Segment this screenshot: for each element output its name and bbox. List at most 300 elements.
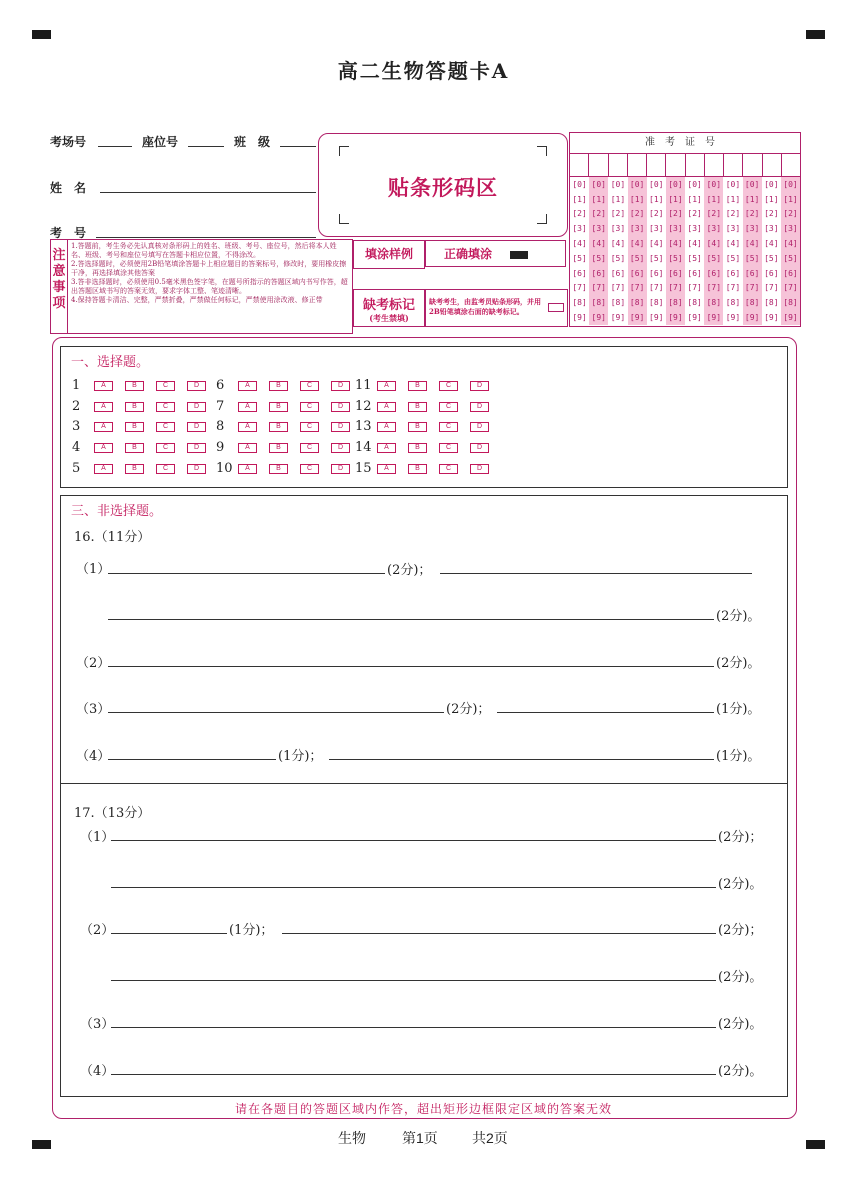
id-digit-bubble[interactable]: [7] [572,283,587,293]
notice-line: 2.答选择题时，必须使用2B铅笔填涂答题卡上相应题目的答案标号，修改时，要用橡皮擦干净，再选择填涂其他答案 [71,260,347,277]
id-write-cell[interactable] [609,154,628,176]
option-bubble[interactable]: A [377,464,396,474]
id-digit-bubble[interactable]: [0] [725,179,741,189]
question-number: 6 [216,378,225,393]
id-digit-bubble[interactable]: [5] [591,253,606,263]
id-digit-column [666,177,685,325]
id-digit-column [704,177,723,325]
id-digit-bubble[interactable]: [9] [783,313,798,323]
id-digit-bubble[interactable]: [4] [725,239,741,249]
id-digit-bubble[interactable]: [4] [706,239,722,249]
id-digit-bubble[interactable]: [3] [629,224,645,234]
q17-part1-answer-a[interactable] [111,840,716,841]
id-digit-bubble[interactable]: [7] [649,283,664,293]
q17-part3-score: (2分)。 [718,1017,763,1032]
section-nonchoice [60,495,788,1097]
option-bubble[interactable]: A [238,422,257,432]
option-bubble[interactable]: D [470,443,489,453]
id-write-cell[interactable] [763,154,782,176]
id-digit-bubble[interactable]: [0] [572,179,587,189]
admission-number-grid [569,132,801,327]
fill-sample-box [425,240,566,267]
id-digit-bubble[interactable]: [1] [649,194,664,204]
id-digit-bubble[interactable]: [4] [764,239,779,249]
q16-part1-score-a: (2分)； [387,563,432,578]
option-bubble[interactable]: A [94,422,113,432]
absent-label-box [353,289,425,327]
class-field[interactable] [280,146,316,147]
id-digit-bubble[interactable]: [0] [687,179,702,189]
id-digit-column [608,177,627,325]
q17-heading: 17.（13分） [74,806,151,821]
option-bubble[interactable]: B [125,443,144,453]
id-digit-column [743,177,762,325]
choice-question [72,461,218,476]
id-digit-bubble[interactable]: [7] [687,283,702,293]
id-digit-bubble[interactable]: [1] [668,194,683,204]
choice-question [216,419,362,434]
option-bubble[interactable]: A [377,381,396,391]
id-digit-bubble[interactable]: [7] [629,283,645,293]
absent-checkbox[interactable] [548,303,564,312]
option-bubble[interactable]: B [125,381,144,391]
option-bubble[interactable]: B [408,422,427,432]
footer-page: 第1页 [402,1130,438,1146]
id-digit-bubble[interactable]: [7] [668,283,683,293]
q17-part1-label: （1） [80,830,115,845]
question-number: 11 [355,378,372,393]
q17-part2-answer-a[interactable] [111,933,227,934]
option-bubble[interactable]: B [125,464,144,474]
option-bubble[interactable]: A [238,464,257,474]
id-digit-bubble[interactable]: [3] [591,224,606,234]
id-digit-bubble[interactable]: [1] [706,194,722,204]
q16-part4-score-b: (1分)。 [716,749,761,764]
id-digit-bubble[interactable]: [3] [783,224,798,234]
q17-part4-answer[interactable] [111,1074,716,1075]
id-digit-bubble[interactable]: [2] [706,209,722,219]
choice-question [72,378,218,393]
id-digit-bubble[interactable]: [5] [687,253,702,263]
id-digit-bubble[interactable]: [9] [629,313,645,323]
id-digit-bubble[interactable]: [2] [687,209,702,219]
id-digit-bubble[interactable]: [3] [687,224,702,234]
id-digit-bubble[interactable]: [4] [783,239,798,249]
option-bubble[interactable]: A [94,381,113,391]
option-bubble[interactable]: A [238,381,257,391]
id-digit-bubble[interactable]: [0] [764,179,779,189]
id-digit-bubble[interactable]: [4] [572,239,587,249]
id-digit-bubble[interactable]: [7] [610,283,626,293]
id-write-cell[interactable] [705,154,724,176]
id-digit-bubble[interactable]: [3] [610,224,626,234]
choice-question [355,461,501,476]
id-digit-bubble[interactable]: [6] [706,268,722,278]
option-bubble[interactable]: C [156,464,175,474]
id-digit-bubble[interactable]: [5] [610,253,626,263]
q17-part2-score-c: (2分)。 [718,970,763,985]
id-digit-bubble[interactable]: [5] [764,253,779,263]
id-digit-bubble[interactable]: [0] [629,179,645,189]
id-write-cell[interactable] [570,154,589,176]
option-bubble[interactable]: C [439,402,458,412]
barcode-area [318,133,568,237]
option-bubble[interactable]: A [377,422,396,432]
question-number: 2 [72,399,81,414]
option-bubble[interactable]: D [470,381,489,391]
question-number: 10 [216,461,233,476]
question-number: 15 [355,461,372,476]
option-bubble[interactable]: A [377,443,396,453]
id-digit-bubble[interactable]: [6] [744,268,760,278]
choice-question [355,378,501,393]
id-digit-bubble[interactable]: [0] [591,179,606,189]
q16-part3-label: （3） [76,702,111,717]
option-bubble[interactable]: D [331,443,350,453]
option-bubble[interactable]: D [187,443,206,453]
id-digit-bubble[interactable]: [5] [744,253,760,263]
option-bubble[interactable]: B [269,422,288,432]
choice-question [216,378,362,393]
id-digit-bubble[interactable]: [7] [744,283,760,293]
id-digit-bubble[interactable]: [7] [764,283,779,293]
id-digit-bubble[interactable]: [4] [610,239,626,249]
id-digit-bubble[interactable]: [4] [629,239,645,249]
exam-no-label: 考 号 [50,226,87,240]
option-bubble[interactable]: D [331,464,350,474]
seat-label: 座位号 [142,135,179,149]
id-digit-bubble[interactable]: [9] [706,313,722,323]
choice-question [355,440,501,455]
name-label: 姓 名 [50,181,87,195]
id-digit-bubble[interactable]: [0] [744,179,760,189]
id-digit-bubble[interactable]: [1] [783,194,798,204]
id-digit-bubble[interactable]: [8] [629,298,645,308]
id-digit-bubble[interactable]: [5] [629,253,645,263]
id-digit-bubble[interactable]: [2] [668,209,683,219]
id-digit-bubble[interactable]: [8] [744,298,760,308]
exam-room-field[interactable] [98,146,132,147]
option-bubble[interactable]: A [94,443,113,453]
notice-box [50,239,353,334]
id-digit-bubble[interactable]: [8] [668,298,683,308]
id-digit-bubble[interactable]: [5] [649,253,664,263]
choice-question [216,399,362,414]
id-digit-bubble[interactable]: [0] [668,179,683,189]
choice-question [72,399,218,414]
option-bubble[interactable]: D [187,402,206,412]
id-digit-bubble[interactable]: [9] [744,313,760,323]
id-digit-bubble[interactable]: [6] [572,268,587,278]
q17-part1-score-a: (2分)； [718,830,763,845]
id-digit-bubble[interactable]: [4] [591,239,606,249]
choice-question [72,419,218,434]
id-write-cell[interactable] [686,154,705,176]
option-bubble[interactable]: D [331,402,350,412]
q16-part4-answer-a[interactable] [108,759,276,760]
question-number: 4 [72,440,81,455]
question-number: 12 [355,399,372,414]
id-digit-bubble[interactable]: [5] [572,253,587,263]
filled-mark-sample [510,251,528,259]
q16-part1-answer-c[interactable] [108,619,714,620]
id-digit-column [589,177,608,325]
option-bubble[interactable]: C [439,443,458,453]
q16-heading: 16.（11分） [74,530,151,545]
footer-subject: 生物 [338,1130,366,1146]
question-number: 5 [72,461,81,476]
id-digit-bubble[interactable]: [2] [610,209,626,219]
id-digit-bubble[interactable]: [3] [725,224,741,234]
id-digit-bubble[interactable]: [2] [591,209,606,219]
id-digit-bubble[interactable]: [1] [610,194,626,204]
footer-total: 共2页 [472,1130,508,1146]
option-bubble[interactable]: B [269,443,288,453]
id-digit-bubble[interactable]: [6] [764,268,779,278]
option-bubble[interactable]: C [156,381,175,391]
id-digit-bubble[interactable]: [2] [629,209,645,219]
q16-part3-score-b: (1分)。 [716,702,761,717]
option-bubble[interactable]: D [187,464,206,474]
option-bubble[interactable]: D [331,422,350,432]
option-bubble[interactable]: C [439,422,458,432]
q17-part2-answer-b[interactable] [282,933,716,934]
id-digit-bubble[interactable]: [7] [706,283,722,293]
id-digit-bubble[interactable]: [3] [649,224,664,234]
id-digit-bubble[interactable]: [6] [610,268,626,278]
option-bubble[interactable]: D [470,402,489,412]
id-digit-bubble[interactable]: [9] [649,313,664,323]
id-digit-column [570,177,589,325]
id-digit-bubble[interactable]: [4] [687,239,702,249]
q16-part3-answer-b[interactable] [497,712,714,713]
option-bubble[interactable]: B [269,464,288,474]
id-digit-bubble[interactable]: [4] [649,239,664,249]
name-field[interactable] [100,192,316,193]
id-digit-bubble[interactable]: [6] [649,268,664,278]
option-bubble[interactable]: A [238,443,257,453]
id-digit-bubble[interactable]: [5] [668,253,683,263]
option-bubble[interactable]: C [439,381,458,391]
id-digit-bubble[interactable]: [1] [572,194,587,204]
option-bubble[interactable]: C [439,464,458,474]
option-bubble[interactable]: B [408,443,427,453]
id-digit-bubble[interactable]: [1] [725,194,741,204]
id-write-cell[interactable] [628,154,647,176]
id-digit-bubble[interactable]: [7] [725,283,741,293]
id-digit-bubble[interactable]: [2] [744,209,760,219]
id-digit-bubble[interactable]: [8] [764,298,779,308]
option-bubble[interactable]: C [156,443,175,453]
id-digit-bubble[interactable]: [6] [629,268,645,278]
id-digit-bubble[interactable]: [1] [687,194,702,204]
fill-sample-label: 填涂样例 [353,240,425,269]
id-digit-bubble[interactable]: [2] [572,209,587,219]
id-digit-column [685,177,704,325]
id-digit-bubble[interactable]: [8] [591,298,606,308]
q16-part4-score-a: (1分)； [278,749,323,764]
option-bubble[interactable]: A [94,402,113,412]
id-digit-bubble[interactable]: [9] [591,313,606,323]
option-bubble[interactable]: C [156,402,175,412]
exam-room-label: 考场号 [50,135,87,149]
section-nonchoice-title: 三、非选择题。 [71,503,163,518]
alignment-mark [32,30,51,39]
id-digit-bubble[interactable]: [9] [668,313,683,323]
option-bubble[interactable]: D [470,464,489,474]
id-digit-bubble[interactable]: [8] [687,298,702,308]
option-bubble[interactable]: A [94,464,113,474]
q16-part2-answer[interactable] [108,666,714,667]
option-bubble[interactable]: B [408,402,427,412]
id-write-cell[interactable] [724,154,743,176]
section-choice-title: 一、选择题。 [71,354,150,369]
id-digit-bubble[interactable]: [9] [610,313,626,323]
id-write-cells[interactable] [570,154,800,177]
q16-part1-answer-a[interactable] [108,573,385,574]
q17-part2-label: （2） [80,923,115,938]
id-digit-bubble[interactable]: [4] [668,239,683,249]
id-digit-bubble[interactable]: [3] [764,224,779,234]
absent-desc: 缺考考生，由监考员贴条形码，并用2B铅笔填涂右面的缺考标记。 [429,297,541,316]
option-bubble[interactable]: B [408,381,427,391]
id-write-cell[interactable] [647,154,666,176]
option-bubble[interactable]: C [300,443,319,453]
option-bubble[interactable]: C [156,422,175,432]
option-bubble[interactable]: A [377,402,396,412]
id-digit-bubble[interactable]: [5] [725,253,741,263]
id-digit-bubble[interactable]: [5] [706,253,722,263]
question-number: 1 [72,378,81,393]
q16-part4-answer-b[interactable] [329,759,714,760]
id-digit-bubble[interactable]: [9] [572,313,587,323]
id-digit-bubble[interactable]: [8] [610,298,626,308]
id-digit-bubble[interactable]: [2] [725,209,741,219]
option-bubble[interactable]: C [300,381,319,391]
option-bubble[interactable]: C [300,402,319,412]
q17-part3-answer[interactable] [111,1027,716,1028]
q17-part1-answer-b[interactable] [111,887,716,888]
id-digit-bubble[interactable]: [8] [649,298,664,308]
absent-sub: (考生禁填) [369,313,409,323]
option-bubble[interactable]: B [269,381,288,391]
id-digit-bubble[interactable]: [7] [783,283,798,293]
notice-line: 4.保持答题卡清洁、完整，严禁折叠，严禁做任何标记，严禁使用涂改液、修正带 [71,296,323,304]
class-label: 班 级 [234,135,271,149]
exam-no-field[interactable] [96,237,316,238]
id-write-cell[interactable] [589,154,608,176]
q16-part1-answer-b[interactable] [440,573,752,574]
question-number: 14 [355,440,372,455]
alignment-mark [806,30,825,39]
alignment-mark [32,1140,51,1149]
option-bubble[interactable]: B [269,402,288,412]
id-digit-bubble[interactable]: [3] [706,224,722,234]
id-write-cell[interactable] [743,154,762,176]
question-number: 7 [216,399,225,414]
option-bubble[interactable]: D [470,422,489,432]
choice-question [216,461,362,476]
id-digit-bubble[interactable]: [6] [591,268,606,278]
absent-desc-box [425,289,568,327]
q16-part2-label: （2） [76,656,111,671]
id-grid-header: 准考证号 [570,133,800,154]
id-digit-bubble[interactable]: [2] [649,209,664,219]
id-digit-bubble[interactable]: [1] [629,194,645,204]
id-digit-bubble[interactable]: [5] [783,253,798,263]
question-number: 3 [72,419,81,434]
page-title: 高二生物答题卡A [337,59,510,83]
id-digit-bubble[interactable]: [8] [725,298,741,308]
option-bubble[interactable]: D [187,381,206,391]
barcode-label: 贴条形码区 [388,175,498,200]
divider [61,783,787,784]
id-digit-bubble[interactable]: [9] [725,313,741,323]
id-digit-bubble[interactable]: [4] [744,239,760,249]
q16-part1-label: （1） [76,562,111,577]
id-digit-bubble[interactable]: [3] [744,224,760,234]
q17-part2-answer-c[interactable] [111,980,716,981]
id-bubble-columns[interactable] [570,177,800,325]
id-digit-bubble[interactable]: [6] [687,268,702,278]
id-digit-bubble[interactable]: [9] [687,313,702,323]
q16-part3-answer-a[interactable] [108,712,444,713]
question-number: 13 [355,419,372,434]
id-digit-column [723,177,742,325]
q17-part2-score-b: (2分)； [718,923,763,938]
id-digit-bubble[interactable]: [1] [591,194,606,204]
id-digit-bubble[interactable]: [0] [783,179,798,189]
id-digit-bubble[interactable]: [3] [668,224,683,234]
option-bubble[interactable]: B [408,464,427,474]
id-digit-bubble[interactable]: [6] [783,268,798,278]
q16-part2-score: (2分)。 [716,656,761,671]
option-bubble[interactable]: A [238,402,257,412]
id-digit-column [628,177,647,325]
id-digit-bubble[interactable]: [9] [764,313,779,323]
option-bubble[interactable]: C [300,422,319,432]
id-digit-bubble[interactable]: [3] [572,224,587,234]
id-digit-bubble[interactable]: [2] [783,209,798,219]
q16-part1-score-b: (2分)。 [716,609,761,624]
id-digit-bubble[interactable]: [2] [764,209,779,219]
id-digit-bubble[interactable]: [0] [610,179,626,189]
q16-part3-score-a: (2分)； [446,702,491,717]
id-write-cell[interactable] [666,154,685,176]
option-bubble[interactable]: D [187,422,206,432]
id-write-cell[interactable] [782,154,800,176]
id-digit-bubble[interactable]: [7] [591,283,606,293]
option-bubble[interactable]: B [125,402,144,412]
id-digit-bubble[interactable]: [1] [744,194,760,204]
id-digit-bubble[interactable]: [0] [706,179,722,189]
answer-area-warning: 请在各题目的答题区域内作答，超出矩形边框限定区域的答案无效 [234,1102,612,1116]
option-bubble[interactable]: D [331,381,350,391]
id-digit-bubble[interactable]: [1] [764,194,779,204]
id-digit-bubble[interactable]: [8] [783,298,798,308]
option-bubble[interactable]: C [300,464,319,474]
id-digit-bubble[interactable]: [8] [706,298,722,308]
id-digit-bubble[interactable]: [6] [668,268,683,278]
id-digit-bubble[interactable]: [0] [649,179,664,189]
id-digit-bubble[interactable]: [8] [572,298,587,308]
notice-line: 1.答题前，考生务必先认真核对条形码上的姓名、班级、考号、座位号，然后将本人姓名、班级、考号和座位号填写在答题卡相应位置，不得涂改。 [71,242,337,259]
option-bubble[interactable]: B [125,422,144,432]
choice-question [355,419,501,434]
seat-field[interactable] [188,146,224,147]
id-digit-column [781,177,800,325]
id-digit-bubble[interactable]: [6] [725,268,741,278]
